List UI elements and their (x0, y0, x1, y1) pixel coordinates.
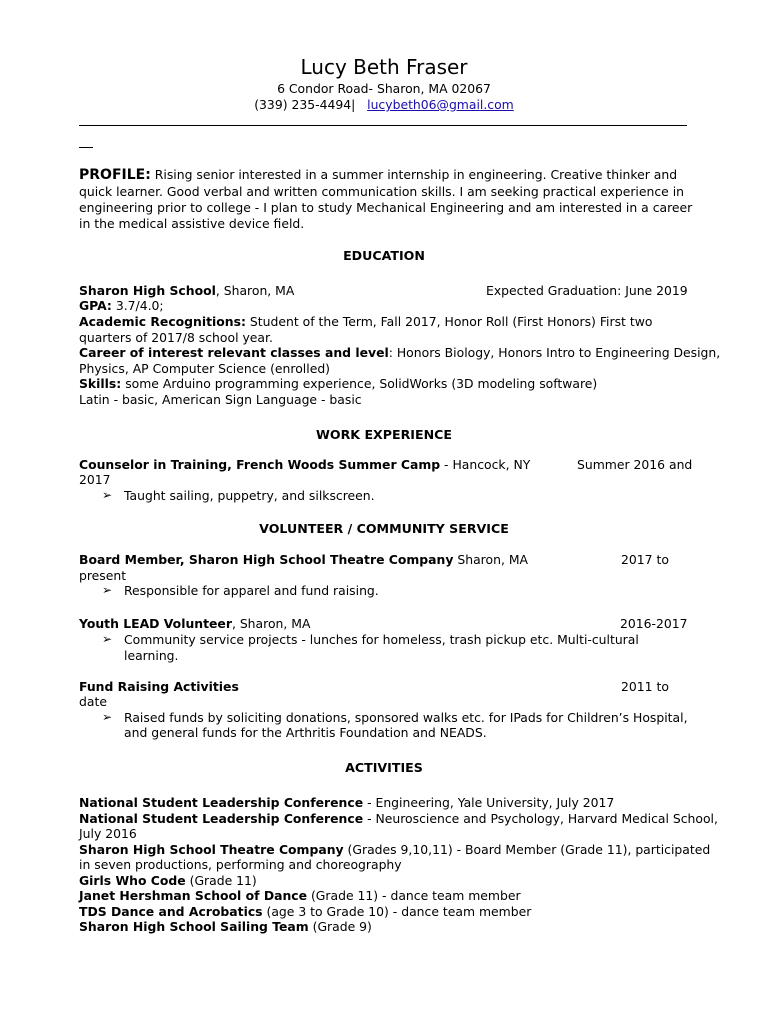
work-date-cont: 2017 (79, 472, 111, 487)
header-divider-tail (79, 147, 93, 148)
classes-line-1: Career of interest relevant classes and level: Honors Biology, Honors Intro to Engineering Design, (79, 345, 721, 360)
volunteer-item-1-bullet: Responsible for apparel and fund raising. (124, 583, 379, 598)
address: 6 Condor Road- Sharon, MA 02067 (277, 81, 491, 96)
activity-1: National Student Leadership Conference - Engineering, Yale University, July 2017 (79, 795, 615, 810)
volunteer-item-2-bullet-2: learning. (124, 648, 179, 663)
header-divider (79, 125, 687, 126)
activity-5: Janet Hershman School of Dance (Grade 11) - dance team member (79, 888, 521, 903)
phone: (339) 235-4494| (254, 97, 356, 112)
bullet-arrow-icon: ➢ (102, 632, 113, 646)
profile-line-1: PROFILE: Rising senior interested in a summer internship in engineering. Creative thinker and (79, 167, 678, 183)
volunteer-item-1-title-line: Board Member, Sharon High School Theatre Company Sharon, MA (79, 552, 528, 567)
activity-4: Girls Who Code (Grade 11) (79, 873, 257, 888)
activity-2-cont: July 2016 (79, 826, 137, 841)
gpa-line: GPA: 3.7/4.0; (79, 298, 164, 313)
volunteer-item-3-date-cont: date (79, 694, 107, 709)
activity-3-cont: in seven productions, performing and choreography (79, 857, 402, 872)
activity-3: Sharon High School Theatre Company (Grades 9,10,11) - Board Member (Grade 11), participated (79, 842, 711, 857)
volunteer-heading: VOLUNTEER / COMMUNITY SERVICE (259, 521, 509, 536)
volunteer-item-2-date: 2016-2017 (620, 616, 688, 631)
activities-heading: ACTIVITIES (345, 760, 423, 775)
volunteer-item-3-bullet-1: Raised funds by soliciting donations, sponsored walks etc. for IPads for Children’s Hospital, (124, 710, 688, 725)
activity-2: National Student Leadership Conference - Neuroscience and Psychology, Harvard Medical School, (79, 811, 718, 826)
profile-line-4: in the medical assistive device field. (79, 216, 305, 231)
education-heading: EDUCATION (343, 248, 425, 263)
work-bullet: Taught sailing, puppetry, and silkscreen. (124, 488, 375, 503)
bullet-arrow-icon: ➢ (102, 583, 113, 597)
activity-6: TDS Dance and Acrobatics (age 3 to Grade 10) - dance team member (79, 904, 532, 919)
work-heading: WORK EXPERIENCE (316, 427, 452, 442)
skills-line-2: Latin - basic, American Sign Language - basic (79, 392, 362, 407)
email-link[interactable]: lucybeth06@gmail.com (367, 97, 514, 112)
bullet-arrow-icon: ➢ (102, 710, 113, 724)
volunteer-item-1-date: 2017 to (621, 552, 669, 567)
volunteer-item-2-bullet-1: Community service projects - lunches for homeless, trash pickup etc. Multi-cultural (124, 632, 639, 647)
profile-line-2: quick learner. Good verbal and written communication skills. I am seeking practical experience in (79, 184, 685, 199)
school-name: Sharon High School (79, 283, 216, 298)
volunteer-item-3-title-line: Fund Raising Activities (79, 679, 239, 694)
volunteer-item-3-bullet-2: and general funds for the Arthritis Foundation and NEADS. (124, 725, 487, 740)
activity-7: Sharon High School Sailing Team (Grade 9) (79, 919, 372, 934)
volunteer-item-2-title-line: Youth LEAD Volunteer, Sharon, MA (79, 616, 311, 631)
classes-line-2: Physics, AP Computer Science (enrolled) (79, 361, 331, 376)
skills-line-1: Skills: some Arduino programming experience, SolidWorks (3D modeling software) (79, 376, 598, 391)
volunteer-item-1-date-cont: present (79, 568, 127, 583)
graduation-date: Expected Graduation: June 2019 (486, 283, 688, 298)
candidate-name: Lucy Beth Fraser (300, 55, 468, 79)
recognitions-line-2: quarters of 2017/8 school year. (79, 330, 273, 345)
volunteer-item-3-date: 2011 to (621, 679, 669, 694)
work-title-line: Counselor in Training, French Woods Summer Camp - Hancock, NY (79, 457, 531, 472)
school-line: Sharon High School, Sharon, MA (79, 283, 295, 298)
contact-line (0, 97, 768, 113)
bullet-arrow-icon: ➢ (102, 488, 113, 502)
work-date: Summer 2016 and (577, 457, 693, 472)
profile-label: PROFILE: (79, 167, 151, 183)
profile-line-3: engineering prior to college - I plan to study Mechanical Engineering and am interested in a career (79, 200, 693, 215)
recognitions-line-1: Academic Recognitions: Student of the Term, Fall 2017, Honor Roll (First Honors) First two (79, 314, 653, 329)
work-title: Counselor in Training, French Woods Summer Camp (79, 457, 441, 472)
